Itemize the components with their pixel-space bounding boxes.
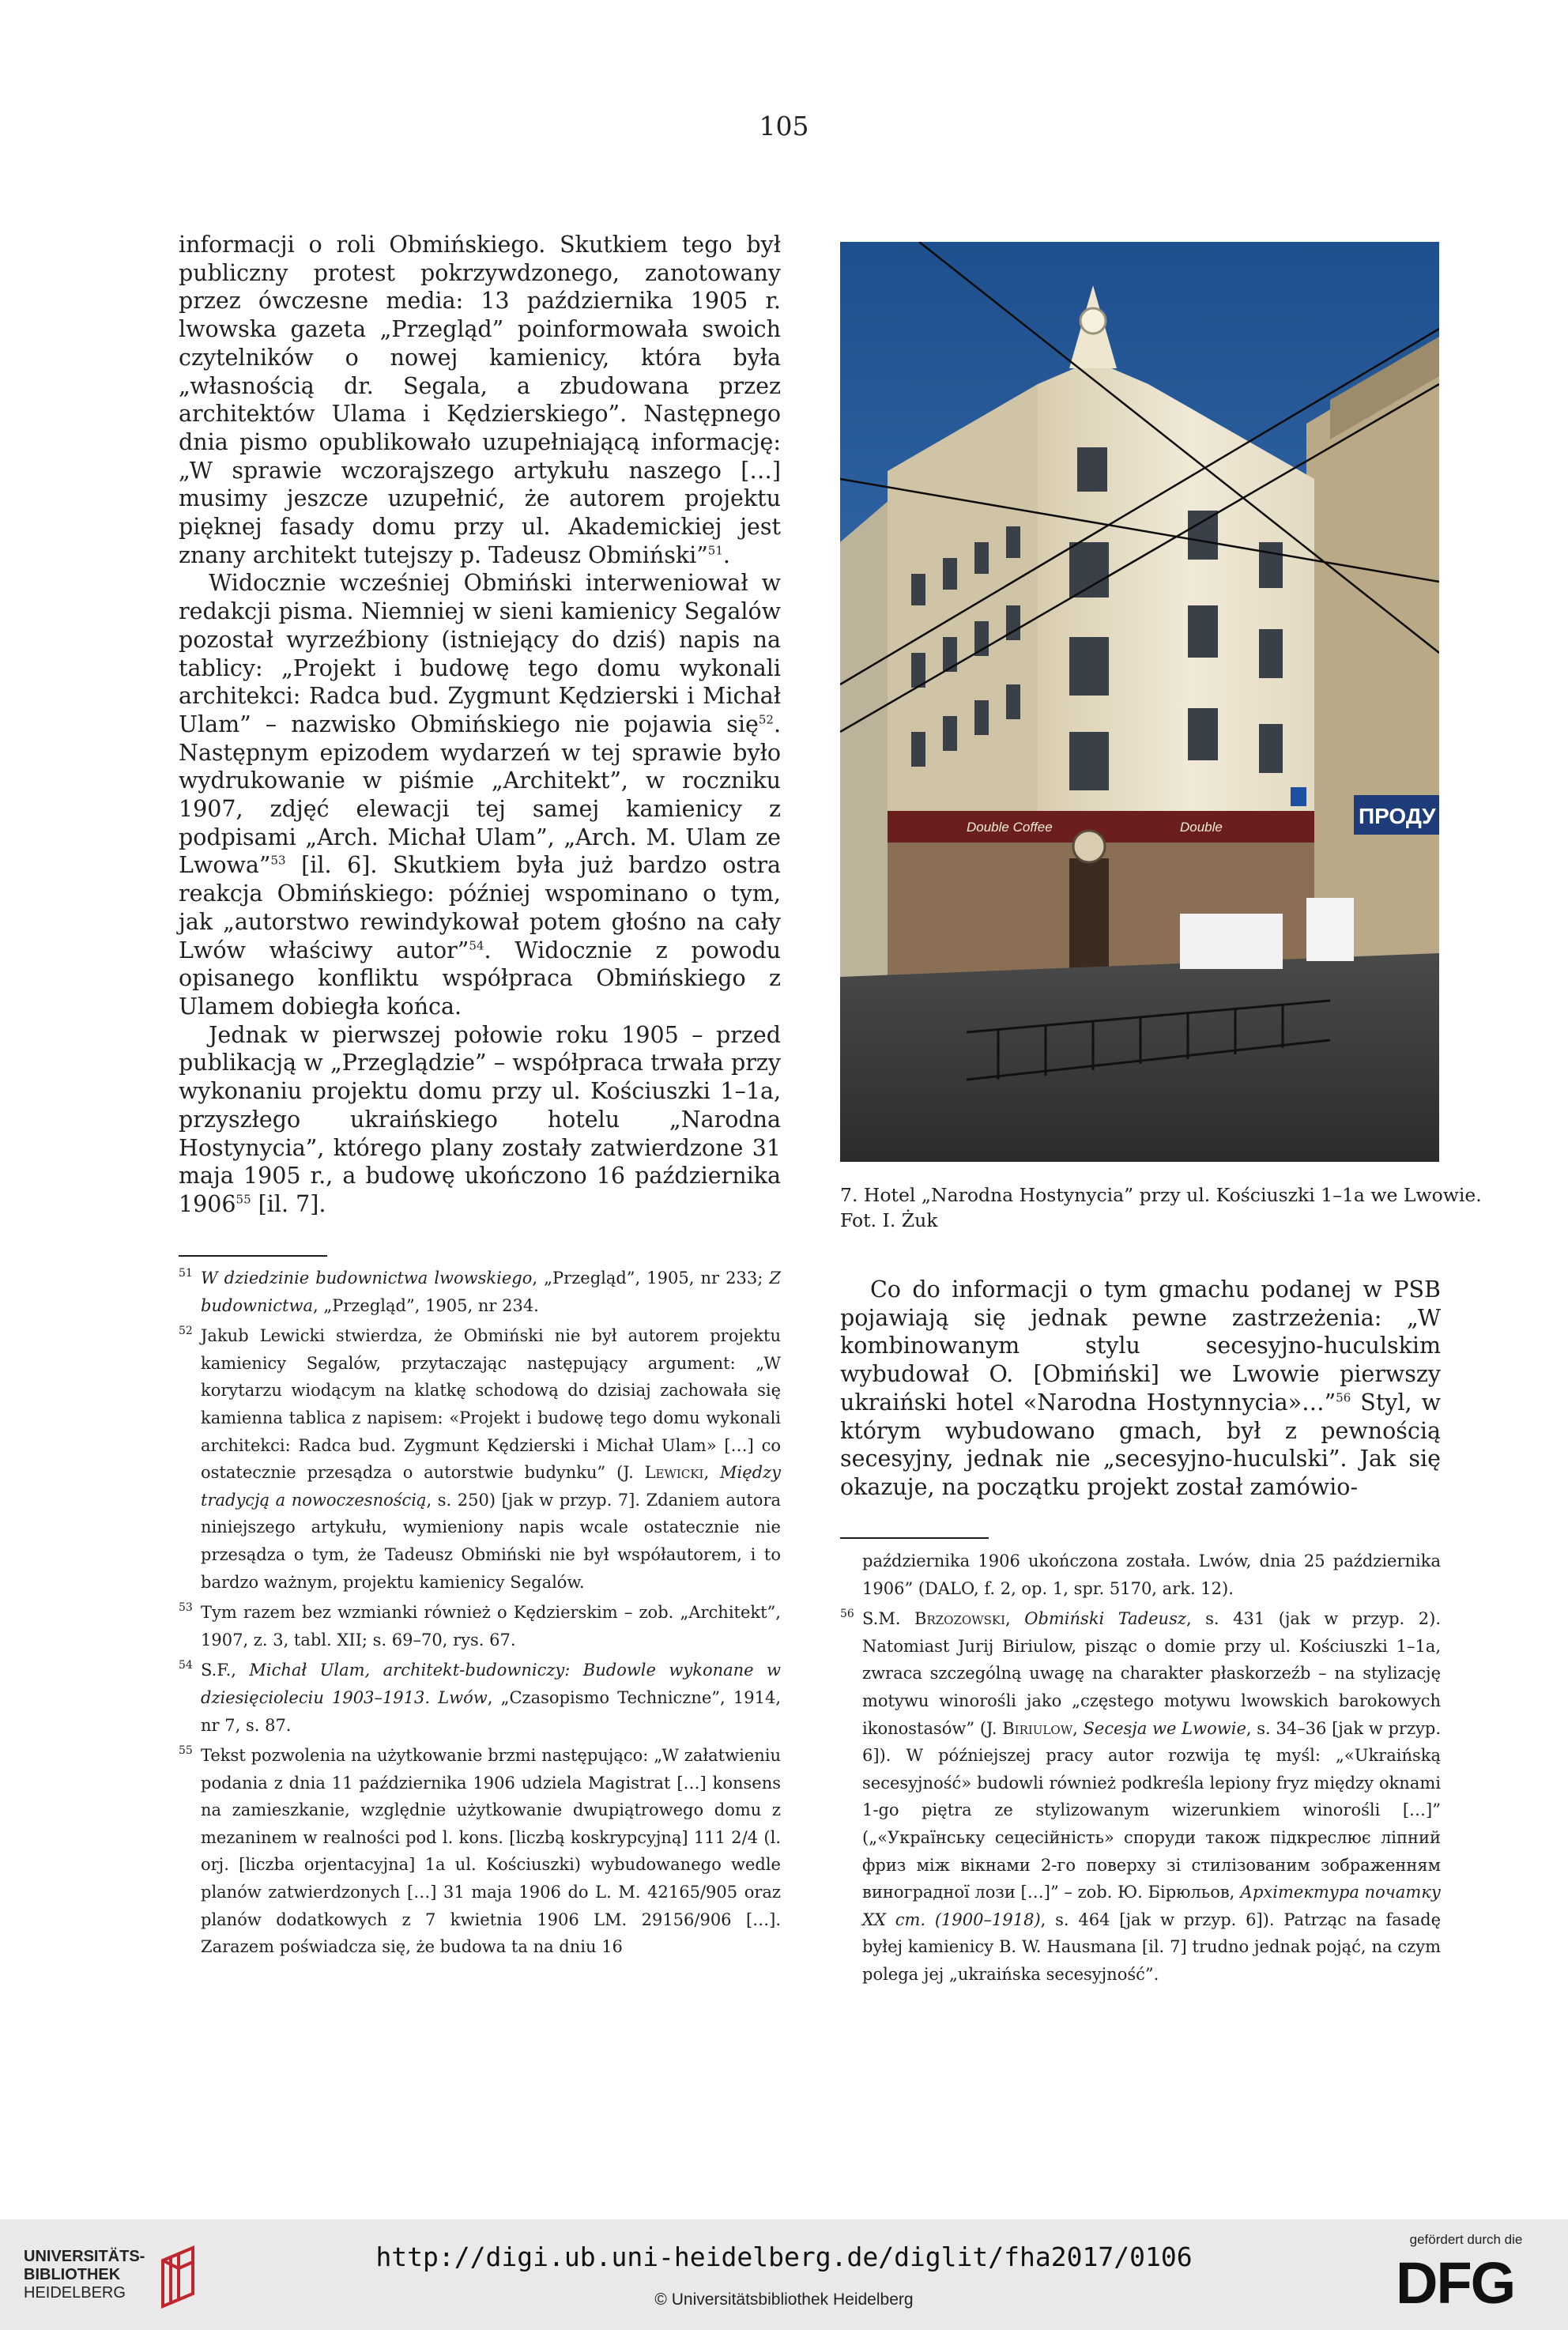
footnotes-left	[179, 1265, 781, 1964]
footnote-number: 56	[840, 1608, 854, 1621]
footnote-number: 55	[179, 1744, 193, 1758]
footnote-ref[interactable]: 53	[270, 853, 286, 868]
footnote: 56 S.M. Brzozowski, Obmiński Tadeusz, s. 431 (jak w przyp. 2). Natomiast Jurij Biriulow, pisząc o domie przy ul. Kościuszki 1–1a, zwraca szczególną uwagę na charakter płaskorzeźb – na stylizację motywu winorośli jako „częstego motywu lwowskich barokowych ikonostasów” (J. Biriulow, Secesja we Lwowie, s. 34–36 [jak w przyp. 6]). W późniejszej pracy autor rozwija tę myśl: „«Ukraińską secesyjność» budowli również podkreśla lepiony fryz między oknami 1-go piętra ze stylizowanym wizerunkiem winorośli […]” („«Українську сецесійність» споруди також підкреслює ліпний фриз між вікнами 2-го поверху зі стилізованим зображенням виноградної лози […]” – zob. Ю. Бірюльов, Архітектура початку XX ст. (1900–1918), s. 464 [jak w przyp. 6]). Patrząc na fasadę byłej kamienicy B. W. Hausmana [il. 7] trudno jednak pojąć, na czym polega jej „ukraińska secesyjność”.	[840, 1605, 1441, 1988]
permalink-url[interactable]: http://digi.ub.uni-heidelberg.de/diglit/fha2017/0106	[375, 2241, 1193, 2272]
paragraph: informacji o roli Obmińskiego. Skutkiem tego był publiczny protest pokrzywdzonego, zanotowany przez ówczesne media: 13 października 1905 r. lwowska gazeta „Przegląd” poinformowała swoich czytelników o nowej kamienicy, która była „własnością dr. Segala, a zbudowana przez architektów Ulama i Kędzierskiego”. Następnego dnia pismo opublikowało uzupełniającą informację: „W sprawie wczorajszego artykułu naszego […] musimy jeszcze uzupełnić, że autorem projektu pięknej fasady domu przy ul. Akademickiej jest znany architekt tutejszy p. Tadeusz Obmiński”$^{51}$.	[179, 232, 781, 568]
dfg-logo[interactable]: DFG	[1396, 2250, 1515, 2316]
footnote-ref[interactable]: 56	[1336, 1390, 1351, 1405]
main-text-right	[840, 1276, 1441, 1502]
shop-sign: Double	[1180, 820, 1223, 835]
footnote-number: 53	[179, 1601, 193, 1615]
paragraph: Co do informacji o tym gmachu podanej w PSB pojawiają się jednak pewne zastrzeżenia: „W kombinowanym stylu secesyjno-huculskim wybudował O. [Obmiński] we Lwowie pierwszy ukraiński hotel «Narodna Hostynnycia»…”$^{56}$ Styl, w którym wybudowano gmach, był z pewnością secesyjny, jednak nie „secesyjno-huculski”. Jak się okazuje, na początku projekt został zamówio-	[840, 1276, 1442, 1500]
figure-caption	[840, 1182, 1488, 1233]
paragraph: Jednak w pierwszej połowie roku 1905 – przed publikacją w „Przeglądzie” – współpraca trwała przy wykonaniu projektu domu przy ul. Kościuszki 1–1a, przyszłego ukraińskiego hotelu „Narodna Hostynycia”, którego plany zostały zatwierdzone 31 maja 1905 r., a budowę ukończono 16 października 1906$^{55}$ [il. 7].	[179, 1021, 781, 1217]
footnotes-right	[840, 1548, 1441, 1989]
footnote-ref[interactable]: 51	[707, 543, 723, 558]
footnote-number: 51	[179, 1267, 193, 1280]
footnote-number: 52	[179, 1325, 193, 1338]
copyright-notice: © Universitätsbibliothek Heidelberg	[654, 2290, 914, 2309]
ub-heidelberg-name: UNIVERSITÄTS- BIBLIOTHEK HEIDELBERG	[24, 2248, 145, 2302]
funding-note: gefördert durch die	[1409, 2232, 1523, 2247]
footnote-rule-left	[179, 1255, 327, 1257]
caption-credit: Fot. I. Żuk	[840, 1209, 938, 1231]
footnote: 52 Jakub Lewicki stwierdza, że Obmiński nie był autorem projektu kamienicy Segalów, przytaczając następujący argument: „W korytarzu wiodącym na klatkę schodową do dzisiaj zachowała się kamienna tablica z napisem: «Projekt i budowę tego domu wykonali architekci: Radca bud. Zygmunt Kędzierski i Michał Ulam» […] co ostatecznie przesądza o autorstwie budynku” (J. Lewicki, Między tradycją a nowoczesnością, s. 250) [jak w przyp. 7]. Zdaniem autora niniejszego artykułu, wymieniony napis wcale ostatecznie nie przesądza o tym, że Tadeusz Obmiński nie był współautorem, i to bardzo ważnym, projektu kamienicy Segalów.	[179, 1322, 781, 1596]
footnote-continuation: października 1906 ukończona została. Lwów, dnia 25 października 1906” (DALO, f. 2, op. 1, spr. 5170, ark. 12).	[862, 1551, 1441, 1598]
footnote-ref[interactable]: 52	[758, 712, 774, 727]
shop-sign: ПРОДУ	[1359, 804, 1436, 828]
shop-sign: Double Coffee	[967, 820, 1053, 835]
footnote-ref[interactable]: 54	[469, 938, 484, 953]
footnote: 54 S.F., Michał Ulam, architekt-budowniczy: Budowle wykonane w dziesięcioleciu 1903–1913. Lwów, „Czasopismo Techniczne”, 1914, nr 7, s. 87.	[179, 1657, 781, 1739]
caption-line: 7. Hotel „Narodna Hostynycia” przy ul. Kościuszki 1–1a we Lwowie.	[840, 1184, 1482, 1206]
footer-bar	[0, 2219, 1568, 2330]
hotel-photo	[840, 242, 1439, 1162]
footnote-ref[interactable]: 55	[236, 1192, 251, 1207]
footnote: 55 Tekst pozwolenia na użytkowanie brzmi następująco: „W załatwieniu podania z dnia 11 października 1906 udziela Magistrat […] konsens na zamieszkanie, względnie użytkowanie dwupiątrowego domu z mezaninem w realności pod l. kons. [liczbą koskrypcyjną] 111 2/4 (l. orj. [liczba orjentacyjna] 1a ul. Kościuszki) wybudowanego wedle planów zatwierdzonych […] 31 maja 1906 do L. M. 42165/905 oraz planów dodatkowych z 7 kwietnia 1906 LM. 29156/906 […]. Zarazem poświadcza się, że budowa ta na dniu 16	[179, 1742, 781, 1961]
footnote: 53 Tym razem bez wzmianki również o Kędzierskim – zob. „Architekt”, 1907, z. 3, tabl. XII; s. 69–70, rys. 67.	[179, 1599, 781, 1653]
footnote-number: 54	[179, 1659, 193, 1672]
main-text-left	[179, 231, 781, 1219]
footnote-rule-right	[840, 1537, 989, 1539]
paragraph: Widocznie wcześniej Obmiński interweniował w redakcji pisma. Niemniej w sieni kamienicy Segalów pozostał wyrzeźbiony (istniejący do dziś) napis na tablicy: „Projekt i budowę tego domu wykonali architekci: Radca bud. Zygmunt Kędzierski i Michał Ulam” – nazwisko Obmińskiego nie pojawia się$^{52}$. Następnym epizodem wydarzeń w tej sprawie było wydrukowanie w piśmie „Architekt”, w roczniku 1907, zdjęć elewacji tej samej kamienicy z podpisami „Arch. Michał Ulam”, „Arch. M. Ulam ze Lwowa”$^{53}$ [il. 6]. Skutkiem była już bardzo ostra reakcja Obmińskiego: później wspominano o tym, jak „autorstwo rewindykował potem głośno na cały Lwów właściwy autor”$^{54}$. Widocznie z powodu opisanego konfliktu współpraca Obmińskiego z Ulamem dobiegła końca.	[179, 570, 781, 1020]
page-number: 105	[759, 111, 809, 141]
footnote: 51 W dziedzinie budownictwa lwowskiego, „Przegląd”, 1905, nr 233; Z budownictwa, „Przegląd”, 1905, nr 234.	[179, 1265, 781, 1319]
